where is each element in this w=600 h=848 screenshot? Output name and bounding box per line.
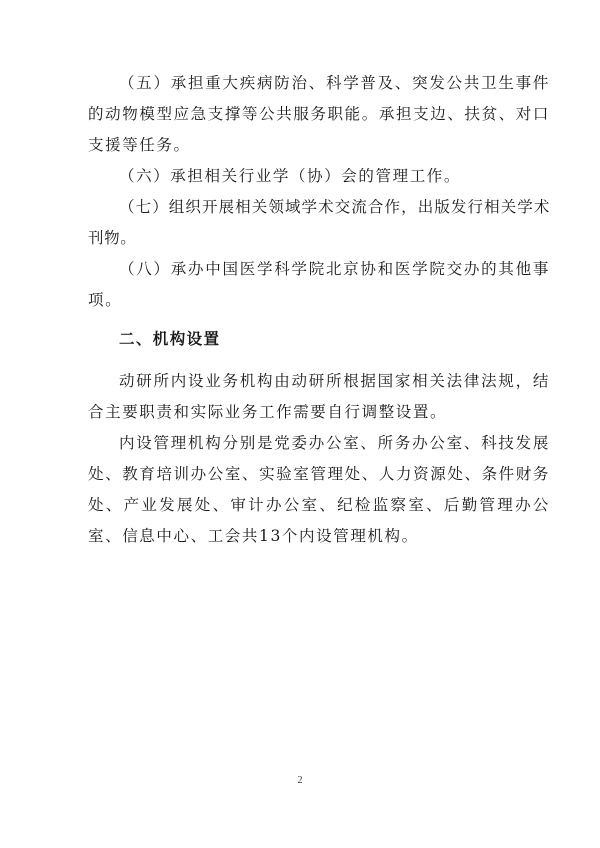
- paragraph-item-5: （五）承担重大疾病防治、科学普及、突发公共卫生事件的动物模型应急支撑等公共服务职能。承担支边、扶贫、对口支援等任务。: [88, 74, 550, 154]
- paragraph-item-8: （八）承办中国医学科学院北京协和医学院交办的其他事项。: [88, 260, 550, 309]
- paragraph-business-units: 动研所内设业务机构由动研所根据国家相关法律法规，结合主要职责和实际业务工作需要自行调整设置。: [88, 372, 550, 421]
- paragraph-item-7: （七）组织开展相关领域学术交流合作，出版发行相关学术刊物。: [88, 198, 550, 247]
- page-number: 2: [297, 775, 303, 786]
- page-body: [88, 68, 550, 552]
- section-heading: 二、机构设置: [119, 330, 221, 348]
- paragraph-management-units: 内设管理机构分别是党委办公室、所务办公室、科技发展处、教育培训办公室、实验室管理处、人力资源处、条件财务处、产业发展处、审计办公室、纪检监察室、后勤管理办公室、信息中心、工会共13个内设管理机构。: [88, 434, 550, 545]
- paragraph-item-6: （六）承担相关行业学（协）会的管理工作。: [119, 167, 462, 185]
